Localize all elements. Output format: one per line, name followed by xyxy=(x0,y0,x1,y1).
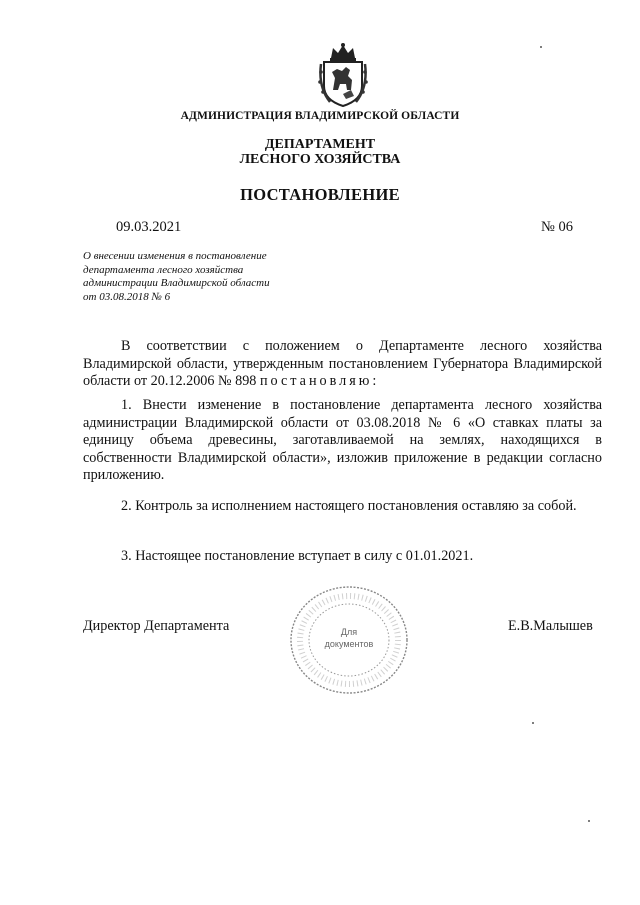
subject-line-2: департамента лесного хозяйства xyxy=(83,263,244,276)
item-1-paragraph: 1. Внести изменение в постановление департамента лесного хозяйства администрации Владимирской области от 03.08.2018 № 6 «О ставках платы за единицу объема древесины, заготавливаемой на землях, находящихся в собственности Владимирской области», изложив приложение в редакции согласно приложению. xyxy=(83,397,602,483)
scan-speck xyxy=(540,46,542,48)
subject-line-1: О внесении изменения в постановление xyxy=(83,250,267,262)
stamp-center-line-1: Для xyxy=(340,627,358,637)
department-name xyxy=(0,137,640,167)
department-line-2: ЛЕСНОГО ХОЗЯЙСТВА xyxy=(239,152,401,167)
official-stamp xyxy=(287,584,411,696)
document-number: № 06 xyxy=(541,219,573,235)
item-3-paragraph: 3. Настоящее постановление вступает в силу с 01.01.2021. xyxy=(121,548,474,564)
organization-name: АДМИНИСТРАЦИЯ ВЛАДИМИРСКОЙ ОБЛАСТИ xyxy=(180,110,460,122)
preamble-verb: постановляю: xyxy=(259,373,380,389)
coat-of-arms-emblem xyxy=(318,42,368,108)
document-date: 09.03.2021 xyxy=(116,219,182,235)
stamp-center-line-2: документов xyxy=(324,639,374,649)
scan-speck xyxy=(532,722,534,724)
preamble-paragraph xyxy=(83,338,602,391)
scan-speck xyxy=(588,820,590,822)
signer-name: Е.В.Малышев xyxy=(508,618,593,634)
subject-line-4: от 03.08.2018 № 6 xyxy=(83,290,171,303)
item-2-paragraph: 2. Контроль за исполнением настоящего постановления оставляю за собой. xyxy=(121,498,577,514)
department-line-1: ДЕПАРТАМЕНТ xyxy=(264,137,376,152)
signer-title: Директор Департамента xyxy=(83,618,230,634)
preamble-text: В соответствии с положением о Департаменте лесного хозяйства Владимирской области, утвержденным постановлением Губернатора Владимирской области от 20.12.2006 № 898 xyxy=(83,338,602,389)
document-type-title: ПОСТАНОВЛЕНИЕ xyxy=(240,185,400,204)
subject-line-3: администрации Владимирской области xyxy=(83,277,270,289)
document-subject xyxy=(83,250,323,304)
